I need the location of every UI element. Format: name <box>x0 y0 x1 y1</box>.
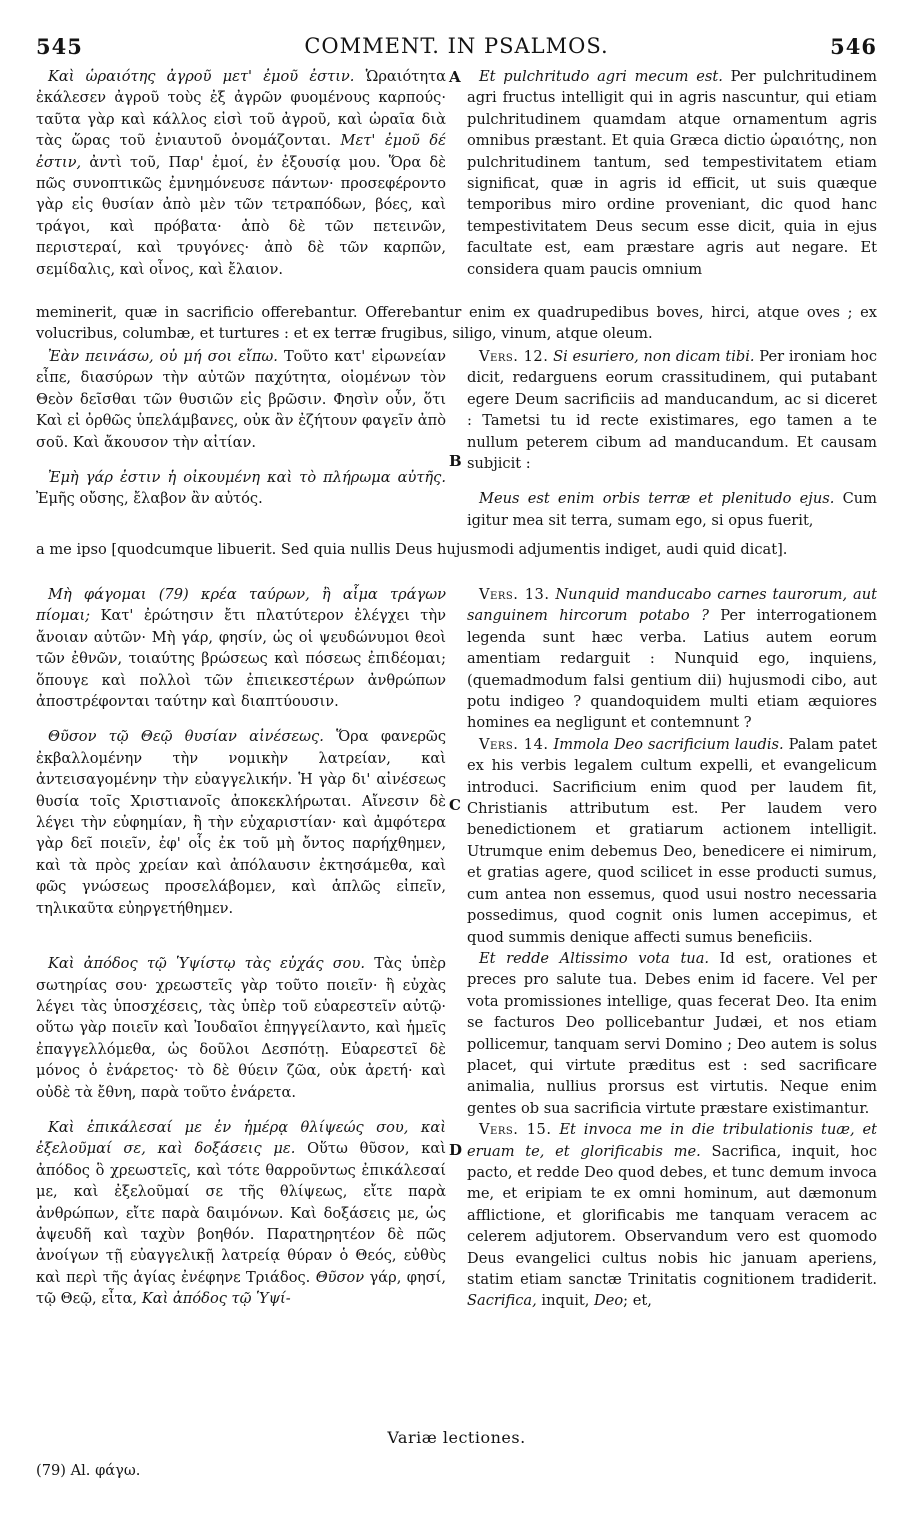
latin-lemma: Et redde Altissimo vota tua. <box>479 949 710 967</box>
greek-lemma: Ἐὰν πεινάσω, οὐ μή σοι εἴπω. <box>48 348 278 365</box>
bridge-text-1: meminerit, quæ in sacrificio offerebantur. Offerebantur enim ex quadrupedibus boves, hirci, atque oves ; ex volucribus, columbæ, et turtures : et ex terræ frugibus, siligo, vinum, atque oleum. <box>36 304 877 343</box>
greek-lemma: Καὶ ἀπόδος τῷ Ὑψίστῳ τὰς εὐχάς σου. <box>48 955 365 973</box>
greek-text: Κατ' ἐρώτησιν ἔτι πλατύτερον ἐλέγχει τὴν ἄνοιαν αὐτῶν· Μὴ γάρ, φησίν, ὡς οἱ ψευδώνυμοι θεοὶ τῶν ἐθνῶν, τοιαύτης βρώσεως καὶ πόσεως ἐπιδέομαι; ὅπουγε καὶ πολλοὶ τῶν ἐπιεικεστέρων ἀνθρώπων ἀποστρέφονται ταύτην καὶ διαπτύουσιν. <box>36 607 446 711</box>
greek-text: Ὡραιότητα ἐκάλεσεν ἀγροῦ τοὺς ἐξ ἀγρῶν φυομένους καρπούς· ταῦτα γὰρ καὶ κάλλος εἰσὶ τοῦ ἀγροῦ, καὶ ὡραῖα διὰ τὰς ὥρας τοῦ ἐνιαυτοῦ ὀνομάζονται. <box>36 68 447 150</box>
latin-text: Per pulchritudinem agri fructus intelligit qui in agris nascuntur, qui etiam pulchritudinem quamdam atque ornamentum agris omnibus præstant. Et quia Græca dictio ὡραιότης, non pulchritudinem tantum, sed tempestivitatem etiam significat, quæ in agris id efficit, ut suis quæque temporibus miro ordine proveniant, dic quod hanc tempestivitatem Deus secum esse dicit, quia in ejus facultate est, eam præstare agris aut negare. Et considera quam paucis omnium <box>467 68 878 278</box>
verse-number: Vers. 12. <box>479 348 549 365</box>
latin-paragraph <box>467 584 877 734</box>
greek-lemma: Θῦσον τῷ Θεῷ θυσίαν αἰνέσεως. <box>48 728 324 746</box>
latin-column-top <box>467 66 877 280</box>
greek-lemma: Καὶ ἀπόδος τῷ Ὑψί- <box>141 1290 291 1308</box>
latin-paragraph <box>467 948 877 1119</box>
greek-text: Ὅρα φανερῶς ἐκβαλλομένην τὴν νομικὴν λατρείαν, καὶ ἀντεισαγομένην τὴν εὐαγγελικήν. Ἡ γὰρ δι' αἰνέσεως θυσία τοῖς Χριστιανοῖς ἀποκεκλήρωται. Αἴνεσιν δὲ λέγει τὴν εὐφημίαν, ἢ τὴν εὐχαριστίαν· καὶ ἀμφότερα γὰρ δεῖ ποιεῖν, ἐφ' οἷς ἐκ τοῦ μὴ ὄντος παρήχθημεν, καὶ τὰ πρὸς χρείαν καὶ ἀπόλαυσιν ἐκτησάμεθα, καὶ φῶς γνώσεως προσελάβομεν, καὶ ἁπλῶς εἰπεῖν, τηλικαῦτα εὐηργετήθημεν. <box>36 728 446 917</box>
latin-lemma: Meus est enim orbis terræ et plenitudo ejus. <box>479 490 835 508</box>
latin-paragraph <box>467 734 877 948</box>
latin-lemma: Nunquid manducabo carnes taurorum, aut sanguinem hircorum potabo ? <box>467 586 877 625</box>
running-title: COMMENT. IN PSALMOS. <box>304 34 609 58</box>
verse-number: Vers. 13. <box>479 586 550 603</box>
greek-paragraph <box>36 584 446 712</box>
latin-text: Palam patet ex his verbis legalem cultum expelli, et evangelicum introduci. Sacrificium enim quod per laudem fit, Christianis attributum est. Per laudem vero benedictionem et gratiarum actionem intelligit. Utrumque enim debemus Deo, benedicere ei nimirum, et gratias agere, quod scilicet in esse producti sumus, cum antea non essemus, quod usui nostro necessaria possedimus, quod cognit onis lumen accepimus, et quod summis denique affecti sumus beneficiis. <box>467 735 877 946</box>
page-header <box>36 34 877 64</box>
latin-text: ; et, <box>623 1292 652 1310</box>
greek-lemma: Καὶ ἐπικάλεσαί με ἐν ἡμέρᾳ θλίψεώς σου, καὶ ἐξελοῦμαί σε, καὶ δοξάσεις με. <box>36 1118 446 1158</box>
verse-number: Vers. 14. <box>479 735 549 753</box>
greek-column-middle <box>36 346 446 510</box>
greek-text: Τοῦτο κατ' εἰρωνείαν εἶπε, διασύρων τὴν αὐτῶν παχύτητα, οἰομένων τὸν Θεὸν δεῖσθαι τῶν θυσιῶν εἰς βρῶσιν. Φησὶν οὖν, ὅτι Καὶ εἰ ὀρθῶς ὑπελάμβανες, οὐκ ἂν ἐζήτουν φαγεῖν ἀπὸ σοῦ. Καὶ ἄκουσον τὴν αἰτίαν. <box>36 348 447 451</box>
greek-column-bottom <box>36 584 446 1310</box>
latin-text: inquit, <box>541 1292 590 1310</box>
page-number-left: 545 <box>36 34 83 59</box>
margin-marker-a: A <box>449 68 461 86</box>
margin-marker-b: B <box>449 452 462 470</box>
greek-paragraph <box>36 726 446 919</box>
latin-lemma: Immola Deo sacrificium laudis. <box>553 735 784 753</box>
latin-lemma: Si esuriero, non dicam tibi. <box>553 348 755 365</box>
latin-paragraph <box>467 66 877 280</box>
greek-lemma: Μετ' ἐμοῦ δέ ἐστιν, <box>36 132 447 171</box>
variae-lectiones-heading: Variæ lectiones. <box>387 1428 526 1447</box>
margin-marker-c: C <box>449 796 461 814</box>
greek-paragraph <box>36 1117 446 1310</box>
page-number-right: 546 <box>830 34 877 59</box>
greek-paragraph <box>36 66 446 280</box>
greek-text: ἀντὶ τοῦ, Παρ' ἐμοί, ἐν ἐξουσίᾳ μου. Ὅρα δὲ πῶς συνοπτικῶς ἐμνημόνευσε πάντων· προσεφέροντο γὰρ εἰς θυσίαν ἀπὸ μὲν τῶν τετραπόδων, βόες, καὶ τράγοι, καὶ πρόβατα· ἀπὸ δὲ τῶν πετεινῶν, περιστεραί, καὶ τρυγόνες· ἀπὸ δὲ τῶν καρπῶν, σεμίδαλις, καὶ οἶνος, καὶ ἔλαιον. <box>36 153 447 278</box>
greek-text: Οὕτω θῦσον, καὶ ἀπόδος ὃ χρεωστεῖς, καὶ τότε θαρροῦντως ἐπικάλεσαί με, καὶ ἐξελοῦμαί σε τῆς θλίψεως, εἴτε παρὰ ἀνθρώπων, εἴτε παρὰ δαιμόνων. Καὶ δοξάσεις με, ὡς ἀψευδῆ καὶ ταχὺν βοηθόν. Παρατηρητέον δὲ πῶς ἀνοίγων τῇ εὐαγγελικῇ λατρείᾳ θύραν ὁ Θεός, εὐθὺς καὶ περὶ τῆς ἁγίας ἐνέφηνε Τριάδος. <box>36 1140 447 1286</box>
greek-text: Ἐμῆς οὔσης, ἔλαβον ἂν αὐτός. <box>36 490 263 508</box>
greek-lemma: Ἐμὴ γάρ ἐστιν ἡ οἰκουμένη καὶ τὸ πλήρωμα αὐτῆς. <box>48 469 446 487</box>
latin-text: Cum igitur mea sit terra, sumam ego, si opus fuerit, <box>467 490 877 529</box>
greek-column-top <box>36 66 446 280</box>
greek-paragraph <box>36 346 446 453</box>
latin-text: Per ironiam hoc dicit, redarguens eorum crassitudinem, qui putabant egere Deum sacrificiis ad manducandum, ac si diceret : Tametsi tu id recte existimares, ego tamen a te nullum peterem cibum ad manducandum. Et causam subjicit : <box>467 348 877 473</box>
latin-column-middle <box>467 346 877 531</box>
latin-text: Sacrifica, inquit, hoc pacto, et redde Deo quod debes, et tunc demum invoca me, et eripiam te ex omni hominum, aut dæmonum afflictione, et glorificabis me tanquam veracem ac celerem adjutorem. Observandum vero est quomodo Deus evangelici cultus nobis hic januam aperiens, statim etiam sanctæ Trinitatis cognitionem tradiderit. <box>467 1142 877 1288</box>
latin-paragraph <box>467 346 877 474</box>
latin-paragraph <box>467 488 877 531</box>
greek-lemma: Μὴ φάγομαι (79) κρέα ταύρων, ἢ αἷμα τράγων πίομαι; <box>36 586 446 625</box>
latin-text: Id est, orationes et preces pro salute tua. Debes enim id facere. Vel per vota promissiones intellige, quas fecerat Deo. Ita enim se facturos Deo pollicebantur Judæi, et nos etiam pollicemur, tanquam servi Domino ; Deo autem is solus placet, qui virtute præditus est : sed sacrificare animalia, nullius prorsus est virtutis. Neque enim gentes ob sua sacrificia virtute præstare existimantur. <box>467 949 878 1117</box>
bridge-text-2: a me ipso [quodcumque libuerit. Sed quia nullis Deus hujusmodi adjumentis indiget, audi quid dicat]. <box>36 541 788 558</box>
greek-text: Τὰς ὑπὲρ σωτηρίας σου· χρεωστεῖς γὰρ τοῦτο ποιεῖν· ἢ εὐχὰς λέγει τὰς ὑποσχέσεις, τὰς ὑπὲρ τοῦ εὐαρεστεῖν αὐτῷ· οὕτω γὰρ ποιεῖν καὶ Ἰουδαῖοι ἐπηγγείλαντο, καὶ ἡμεῖς ἐπαγγελλόμεθα, ὡς δοῦλοι Δεσπότῃ. Εὐαρεστεῖ δὲ μόνος ὁ ἐνάρετος· τὸ δὲ θύειν ζῶα, οὐκ ἀρετή· καὶ οὐδὲ τὰ ἔθνη, παρὰ τοῦτο ἐνάρετα. <box>36 955 447 1101</box>
greek-paragraph <box>36 953 446 1103</box>
margin-marker-d: D <box>449 1141 463 1159</box>
latin-lemma: Et invoca me in die tribulationis tuæ, et eruam te, et glorificabis me. <box>467 1121 877 1160</box>
greek-paragraph <box>36 467 446 510</box>
latin-lemma: Et pulchritudo agri mecum est. <box>479 68 723 85</box>
verse-number: Vers. 15. <box>479 1121 552 1139</box>
greek-lemma: Θῦσον <box>315 1268 365 1286</box>
latin-lemma: Deo <box>594 1292 624 1310</box>
greek-text: γάρ, φησί, τῷ Θεῷ, εἶτα, <box>36 1268 447 1308</box>
latin-text: Per interrogationem legenda sunt hæc verba. Latius autem eorum amentiam redarguit : Nunquid ego, inquiens, (quemadmodum falsi gentium dii) hujusmodi cibo, aut potu indigeo ? quandoquidem multi etiam æquiores homines ea negligunt et contemnunt ? <box>467 607 877 732</box>
footnote: (79) Al. φάγω. <box>36 1462 141 1479</box>
latin-paragraph <box>467 1119 877 1312</box>
greek-lemma: Καὶ ὡραιότης ἀγροῦ μετ' ἐμοῦ ἐστιν. <box>48 68 355 85</box>
latin-lemma: Sacrifica, <box>467 1292 537 1310</box>
latin-column-bottom <box>467 584 877 1312</box>
